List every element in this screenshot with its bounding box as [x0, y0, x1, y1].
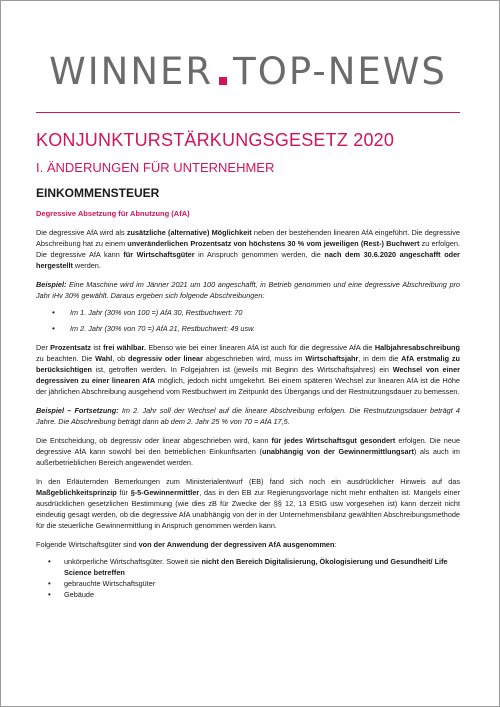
- text-run: Der: [36, 343, 51, 352]
- text-run: ist, getroffen werden. In Folgejahren ist (jeweils mit Beginn des Wirtschaftsjahres) ein: [91, 365, 393, 374]
- header-divider: [36, 112, 460, 113]
- paragraph-rate: [36, 342, 460, 397]
- bold-text: Beispiel – Fortsetzung:: [36, 406, 119, 415]
- exclusion-list: [36, 556, 460, 600]
- text-run: In den Erläuternden Bemerkungen zum Ministerialentwurf (EB) fand sich noch ein ausdrücklicher Hinweis auf das: [36, 477, 460, 486]
- text-run: abgeschrieben wird, muss im: [202, 354, 306, 363]
- text-run: Ebenso wie bei einer linearen AfA ist auch für die degressive AfA die: [145, 343, 375, 352]
- text-run: Im 2. Jahr soll der Wechsel auf die lineare Abschreibung erfolgen. Die Restnutzungsdauer beträgt 4 Jahre. Die Abschreibung beträgt dann ab dem 2. Jahr 25 % von 70 = AfA 17,5.: [36, 406, 460, 426]
- bold-text: nach dem 30.6.2020 angeschafft oder hergestellt: [36, 250, 461, 270]
- text-run: gebrauchte Wirtschaftsgüter: [64, 579, 156, 588]
- text-run: für: [116, 488, 131, 497]
- bold-text: §-5-Gewinnermittler: [130, 488, 200, 497]
- text-run: ist: [91, 343, 104, 352]
- bold-text: nicht den Bereich Digitalisierung, Ökologisierung und Gesundheit/ Life Science betreffen: [64, 557, 448, 577]
- bold-text: Prozentsatz: [50, 343, 92, 352]
- list-item: [36, 589, 460, 600]
- bold-text: unabhängig von der Gewinnermittlungsart: [261, 447, 414, 456]
- paragraph-intro: [36, 227, 460, 271]
- text-run: möglich, jedoch nicht umgekehrt. Bei einem späteren Wechsel zur linearen AfA ist die Höhe der jährlichen Abschreibung ausgehend vom Restbuchwert im Zeitpunkt des Übergangs und der Restnutzungsdauer zu bemessen.: [36, 376, 460, 396]
- paragraph-exclusions: [36, 539, 460, 550]
- text-run: in Anspruch genommen werden, die: [194, 250, 325, 259]
- list-item: • Im 2. Jahr (30% von 70 =) AfA 21, Restbuchwert: 49 usw.: [36, 323, 460, 334]
- bold-text: unveränderlichen Prozentsatz von höchstens 30 % vom jeweiligen (Rest-) Buchwert: [127, 239, 420, 248]
- text-run: Eine Maschine wird im Jänner 2021 um 100 angeschafft, in Betrieb genommen und eine degressive Abschreibung pro Jahr iHv 30% gewählt. Daraus ergeben sich folgende Abschreibungen:: [36, 280, 460, 300]
- bold-text: für jedes Wirtschaftsgut gesondert: [271, 436, 396, 445]
- text-run: erfolgen. Die neue degressive AfA kann sowohl bei den betrieblichen Einkunftsarten (: [36, 436, 461, 456]
- logo-right-text: TOP-NEWS: [233, 50, 447, 93]
- example-list: [36, 307, 460, 334]
- bold-text: degressiv oder linear: [127, 354, 203, 363]
- example-paragraph: [36, 279, 460, 301]
- text-run: Die degressive AfA wird als: [36, 228, 127, 237]
- text-run: , das in den EB zur Regierungsvorlage nicht mehr enthalten ist. Mangels einer ausdrücklichen gesetzlichen Bestimmung (wie dies zB für Zwecke der §§ 12, 13 EStG usw vorgesehen ist) kann derzeit nicht eindeutig gesagt werden, ob die degressive AfA unabhängig von der in der Unternehmensbilanz gewählten Abschreibungsmethode für die steuerliche Gewinnermittlung in Anspruch genommen werden kann.: [36, 488, 460, 530]
- text-run: zu erfolgen. Die degressive AfA kann: [36, 239, 460, 259]
- section-heading: I. ÄNDERUNGEN FÜR UNTERNEHMER: [36, 160, 275, 175]
- bold-text: Wahl: [95, 354, 113, 363]
- text-run: :: [334, 540, 337, 549]
- bold-text: frei wählbar.: [103, 343, 146, 352]
- bold-text: Maßgeblichkeitsprinzip: [36, 488, 117, 497]
- subtopic-heading: Degressive Absetzung für Abnutzung (AfA): [36, 209, 190, 218]
- bold-text: von der Anwendung der degressiven AfA ausgenommen: [138, 540, 335, 549]
- text-run: neben der bestehenden linearen AfA eingeführt. Die degressive Abschreibung hat zu einem: [36, 228, 460, 248]
- text-run: , ob: [112, 354, 128, 363]
- list-item: [36, 578, 460, 589]
- logo-left-text: WINNER: [49, 50, 214, 93]
- bold-text: AfA erstmalig zu berücksichtigen: [36, 354, 460, 374]
- logo-dot-icon: [219, 77, 227, 85]
- bold-text: Wirtschaftsjahr: [305, 354, 359, 363]
- text-run: Gebäude: [64, 590, 95, 599]
- text-run: , in dem die: [358, 354, 402, 363]
- brand-logo: [36, 51, 460, 93]
- bold-text: Beispiel:: [36, 280, 67, 289]
- paragraph-decision: [36, 435, 460, 468]
- text-run: werden.: [72, 261, 101, 270]
- bold-text: für Wirtschaftsgüter: [123, 250, 195, 259]
- topic-heading: EINKOMMENSTEUER: [36, 186, 160, 200]
- text-run: ) als auch im außerbetrieblichen Bereich angewendet werden.: [36, 447, 460, 467]
- text-run: zu beachten. Die: [36, 354, 96, 363]
- bold-text: Halbjahresabschreibung: [374, 343, 460, 352]
- paragraph-explanatory-notes: [36, 476, 460, 531]
- document-title: KONJUNKTURSTÄRKUNGSGESETZ 2020: [36, 130, 395, 150]
- text-run: Die Entscheidung, ob degressiv oder linear abgeschrieben wird, kann: [36, 436, 272, 445]
- list-item: • Im 1. Jahr (30% von 100 =) AfA 30, Restbuchwert: 70: [36, 307, 460, 318]
- text-run: unkörperliche Wirtschaftsgüter. Soweit sie: [64, 557, 202, 566]
- bold-text: Wechsel von einer degressiven zu einer linearen AfA: [36, 365, 460, 385]
- example-continuation: [36, 405, 460, 427]
- list-item: [36, 556, 460, 578]
- bold-text: zusätzliche (alternative) Möglichkeit: [126, 228, 252, 237]
- text-run: Folgende Wirtschaftsgüter sind: [36, 540, 139, 549]
